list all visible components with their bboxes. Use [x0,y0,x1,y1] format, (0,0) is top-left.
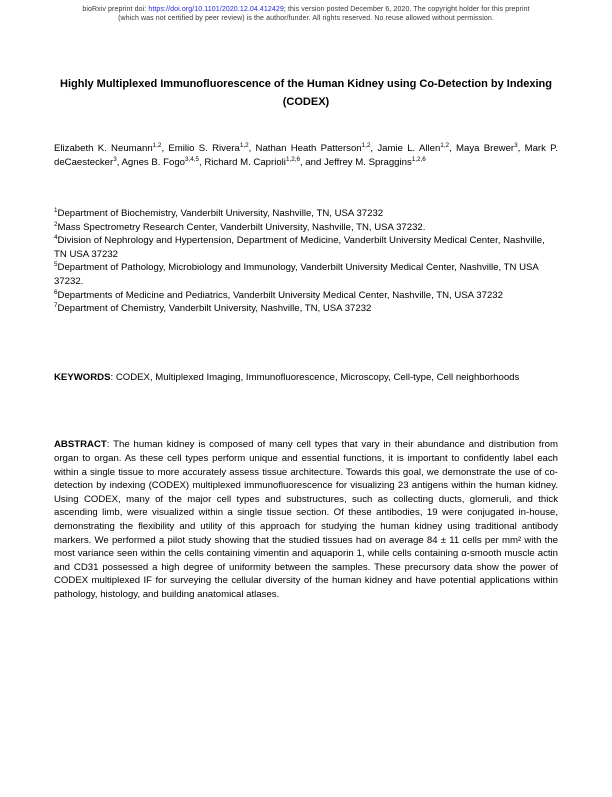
author-name: Emilio S. Rivera$^{1,2}$ [168,141,249,154]
affiliation-number-sup: 5 [54,261,58,269]
author-name: Richard M. Caprioli$^{1,2,6}$ [204,155,300,168]
abstract-label: ABSTRACT [54,439,107,451]
keywords-text: : CODEX, Multiplexed Imaging, Immunofluorescence, Microscopy, Cell-type, Cell neighborhoods [110,371,520,383]
author-list: Elizabeth K. Neumann$^{1,2}$, Emilio S. Rivera$^{1,2}$, Nathan Heath Patterson$^{1,2}$, Jamie L. Allen$^{1,2}$, Maya Brewer$^3$, Mark P. deCaestecker$^3$, Agnes B. Fogo$^{3,4,5}$, Richard M. Caprioli$^{1,2,6}$, and Jeffrey M. Spraggins$^{1,2,6}$ [54,141,558,168]
paper-page [0,5,612,797]
abstract-paragraph [54,438,558,601]
author-name: Jamie L. Allen$^{1,2}$ [377,141,450,154]
page-title: Highly Multiplexed Immunofluorescence of the Human Kidney using Co-Detection by Indexing (CODEX) [60,78,552,108]
author-affiliation-sup: 1,2 [152,141,162,149]
author-affiliation-sup: 3,4,5 [185,155,200,163]
preprint-notice-line2: (which was not certified by peer review) is the author/funder. All rights reserved. No reuse allowed without permission. [118,15,494,22]
keywords-label: KEYWORDS [54,371,111,383]
author-name: Maya Brewer$^3$ [456,141,518,154]
affiliation-item: $^6$Departments of Medicine and Pediatrics, Vanderbilt University Medical Center, Nashville, TN, USA 37232 [54,288,503,301]
author-name: and Jeffrey M. Spraggins$^{1,2,6}$ [305,155,426,168]
author-affiliation-sup: 1,2,6 [411,155,426,163]
abstract-text: : The human kidney is composed of many cell types that vary in their abundance and distribution from organ to organ. As these cell types perform unique and essential functions, it is important to confidently label each within a single tissue to more accurately assess tissue architecture. Towards this goal, we demonstrate the use of co-detection by indexing (CODEX) multiplexed immunofluorescence for visualizing 23 antigens within the human kidney. Using CODEX, many of the major cell types and substructures, such as collecting ducts, glomeruli, and thick ascending limb, were visualized within a single tissue section. Of these antibodies, 19 were conjugated in-house, demonstrating the flexibility and utility of this approach for studying the human kidney using traditional antibody markers. We performed a pilot study showing that the studied tissues had on average 84 ± 11 cells per mm² with the most variance seen within the cells containing vimentin and aquaporin 1, while cells containing α-smooth muscle actin and CD31 possessed a high degree of uniformity between the samples. These precursory data show the power of CODEX multiplexed IF for surveying the cellular diversity of the human kidney and have potential applications within pathology, histology, and building anatomical atlases. [54,439,558,600]
preprint-doi-prefix: bioRxiv preprint doi: [82,6,149,13]
author-affiliation-sup: 1,2 [239,141,249,149]
preprint-version-text: ; this version posted December 6, 2020. The copyright holder for this preprint [283,6,530,13]
affiliation-list [54,207,558,316]
author-affiliation-sup: 1,2 [361,141,371,149]
author-affiliation-sup: 3 [514,141,518,149]
affiliation-number-sup: 7 [54,301,58,309]
affiliation-item: $^7$Department of Chemistry, Vanderbilt University, Nashville, TN, USA 37232 [54,301,372,315]
affiliation-item: $^5$Department of Pathology, Microbiology and Immunology, Vanderbilt University Medical Center, Nashville, TN USA 37232. [54,261,539,287]
affiliation-number-sup: 1 [54,206,58,214]
affiliation-item: $^1$Department of Biochemistry, Vanderbilt University, Nashville, TN, USA 37232 [54,206,384,219]
author-affiliation-sup: 1,2 [440,141,450,149]
author-name: Agnes B. Fogo$^{3,4,5}$ [121,155,200,168]
affiliation-number-sup: 6 [54,288,58,296]
affiliation-item: $^4$Division of Nephrology and Hypertension, Department of Medicine, Vanderbilt University Medical Center, Nashville, TN USA 37232 [54,234,545,260]
author-name: Mark P. deCaestecker$^3$ [54,143,558,168]
keywords-line [54,371,558,385]
affiliation-number-sup: 4 [54,234,58,241]
author-name: Elizabeth K. Neumann$^{1,2}$ [54,141,162,154]
affiliation-number-sup: 2 [54,220,58,228]
author-affiliation-sup: 1,2,6 [285,155,300,163]
doi-link[interactable]: https://doi.org/10.1101/2020.12.04.412429 [148,6,284,13]
preprint-notice-line1 [54,5,558,14]
author-affiliation-sup: 3 [113,155,117,163]
preprint-notice [54,5,558,23]
affiliation-item: $^2$Mass Spectrometry Research Center, Vanderbilt University, Nashville, TN, USA 37232. [54,220,426,233]
author-name: Nathan Heath Patterson$^{1,2}$ [255,141,371,154]
